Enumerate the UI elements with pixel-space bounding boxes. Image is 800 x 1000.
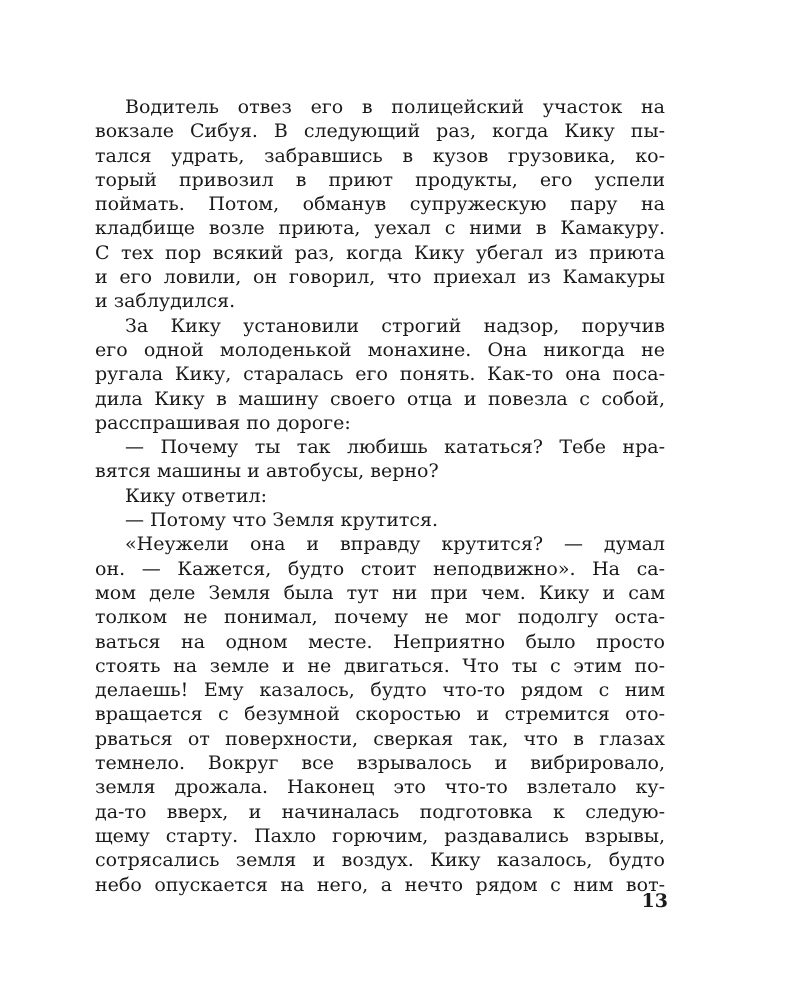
- text-line: делаешь! Ему казалось, будто что-то рядом с ним: [95, 679, 665, 702]
- text-line: небо опускается на него, а нечто рядом с ним вот-: [95, 873, 665, 896]
- text-line: земля дрожала. Наконец это что-то взлетало ку-: [95, 776, 665, 799]
- text-line: кладбище возле приюта, уехал с ними в Камакуру.: [95, 217, 665, 240]
- page-number: 13: [641, 890, 668, 912]
- text-line: За Кику установили строгий надзор, поручив: [125, 314, 665, 337]
- text-line: торый привозил в приют продукты, его успели: [95, 168, 665, 191]
- text-line: дила Кику в машину своего отца и повезла с собой,: [95, 387, 665, 410]
- text-line: Кику ответил:: [125, 484, 267, 507]
- text-line: поймать. Потом, обманув супружескую пару на: [95, 193, 665, 216]
- text-line: «Неужели она и вправду крутится? — думал: [125, 533, 665, 556]
- text-line: вокзале Сибуя. В следующий раз, когда Кику пы-: [95, 120, 665, 143]
- text-line: С тех пор всякий раз, когда Кику убегал из приюта: [95, 241, 665, 264]
- text-line: тался удрать, забравшись в кузов грузовика, ко-: [95, 144, 665, 167]
- text-line: стоять на земле и не двигаться. Что ты с этим по-: [95, 654, 665, 677]
- text-line: сотрясались земля и воздух. Кику казалось, будто: [95, 849, 665, 872]
- text-line: расспрашивая по дороге:: [95, 411, 351, 434]
- text-line: его одной молоденькой монахине. Она никогда не: [95, 338, 665, 361]
- text-line: мом деле Земля была тут ни при чем. Кику и сам: [95, 581, 665, 604]
- text-line: и его ловили, он говорил, что приехал из Камакуры: [95, 266, 665, 289]
- text-line: — Потому что Земля крутится.: [125, 509, 439, 532]
- text-line: щему старту. Пахло горючим, раздавались взрывы,: [95, 824, 665, 847]
- text-line: он. — Кажется, будто стоит неподвижно». На са-: [95, 557, 665, 580]
- text-line: Водитель отвез его в полицейский участок на: [125, 96, 665, 118]
- text-line: вятся машины и автобусы, верно?: [95, 460, 439, 483]
- body-text: [95, 95, 665, 897]
- text-line: рваться от поверхности, сверкая так, что в глазах: [95, 727, 665, 750]
- text-line: ваться на одном месте. Неприятно было просто: [95, 630, 665, 653]
- text-line: да-то вверх, и начиналась подготовка к следую-: [95, 800, 665, 823]
- text-line: темнело. Вокруг все взрывалось и вибрировало,: [95, 752, 665, 775]
- text-line: — Почему ты так любишь кататься? Тебе нра-: [125, 436, 665, 459]
- text-line: вращается с безумной скоростью и стремится ото-: [95, 703, 665, 726]
- text-line: толком не понимал, почему не мог подолгу оста-: [95, 606, 665, 629]
- text-line: ругала Кику, старалась его понять. Как-то она поса-: [95, 363, 665, 386]
- text-line: и заблудился.: [95, 290, 236, 313]
